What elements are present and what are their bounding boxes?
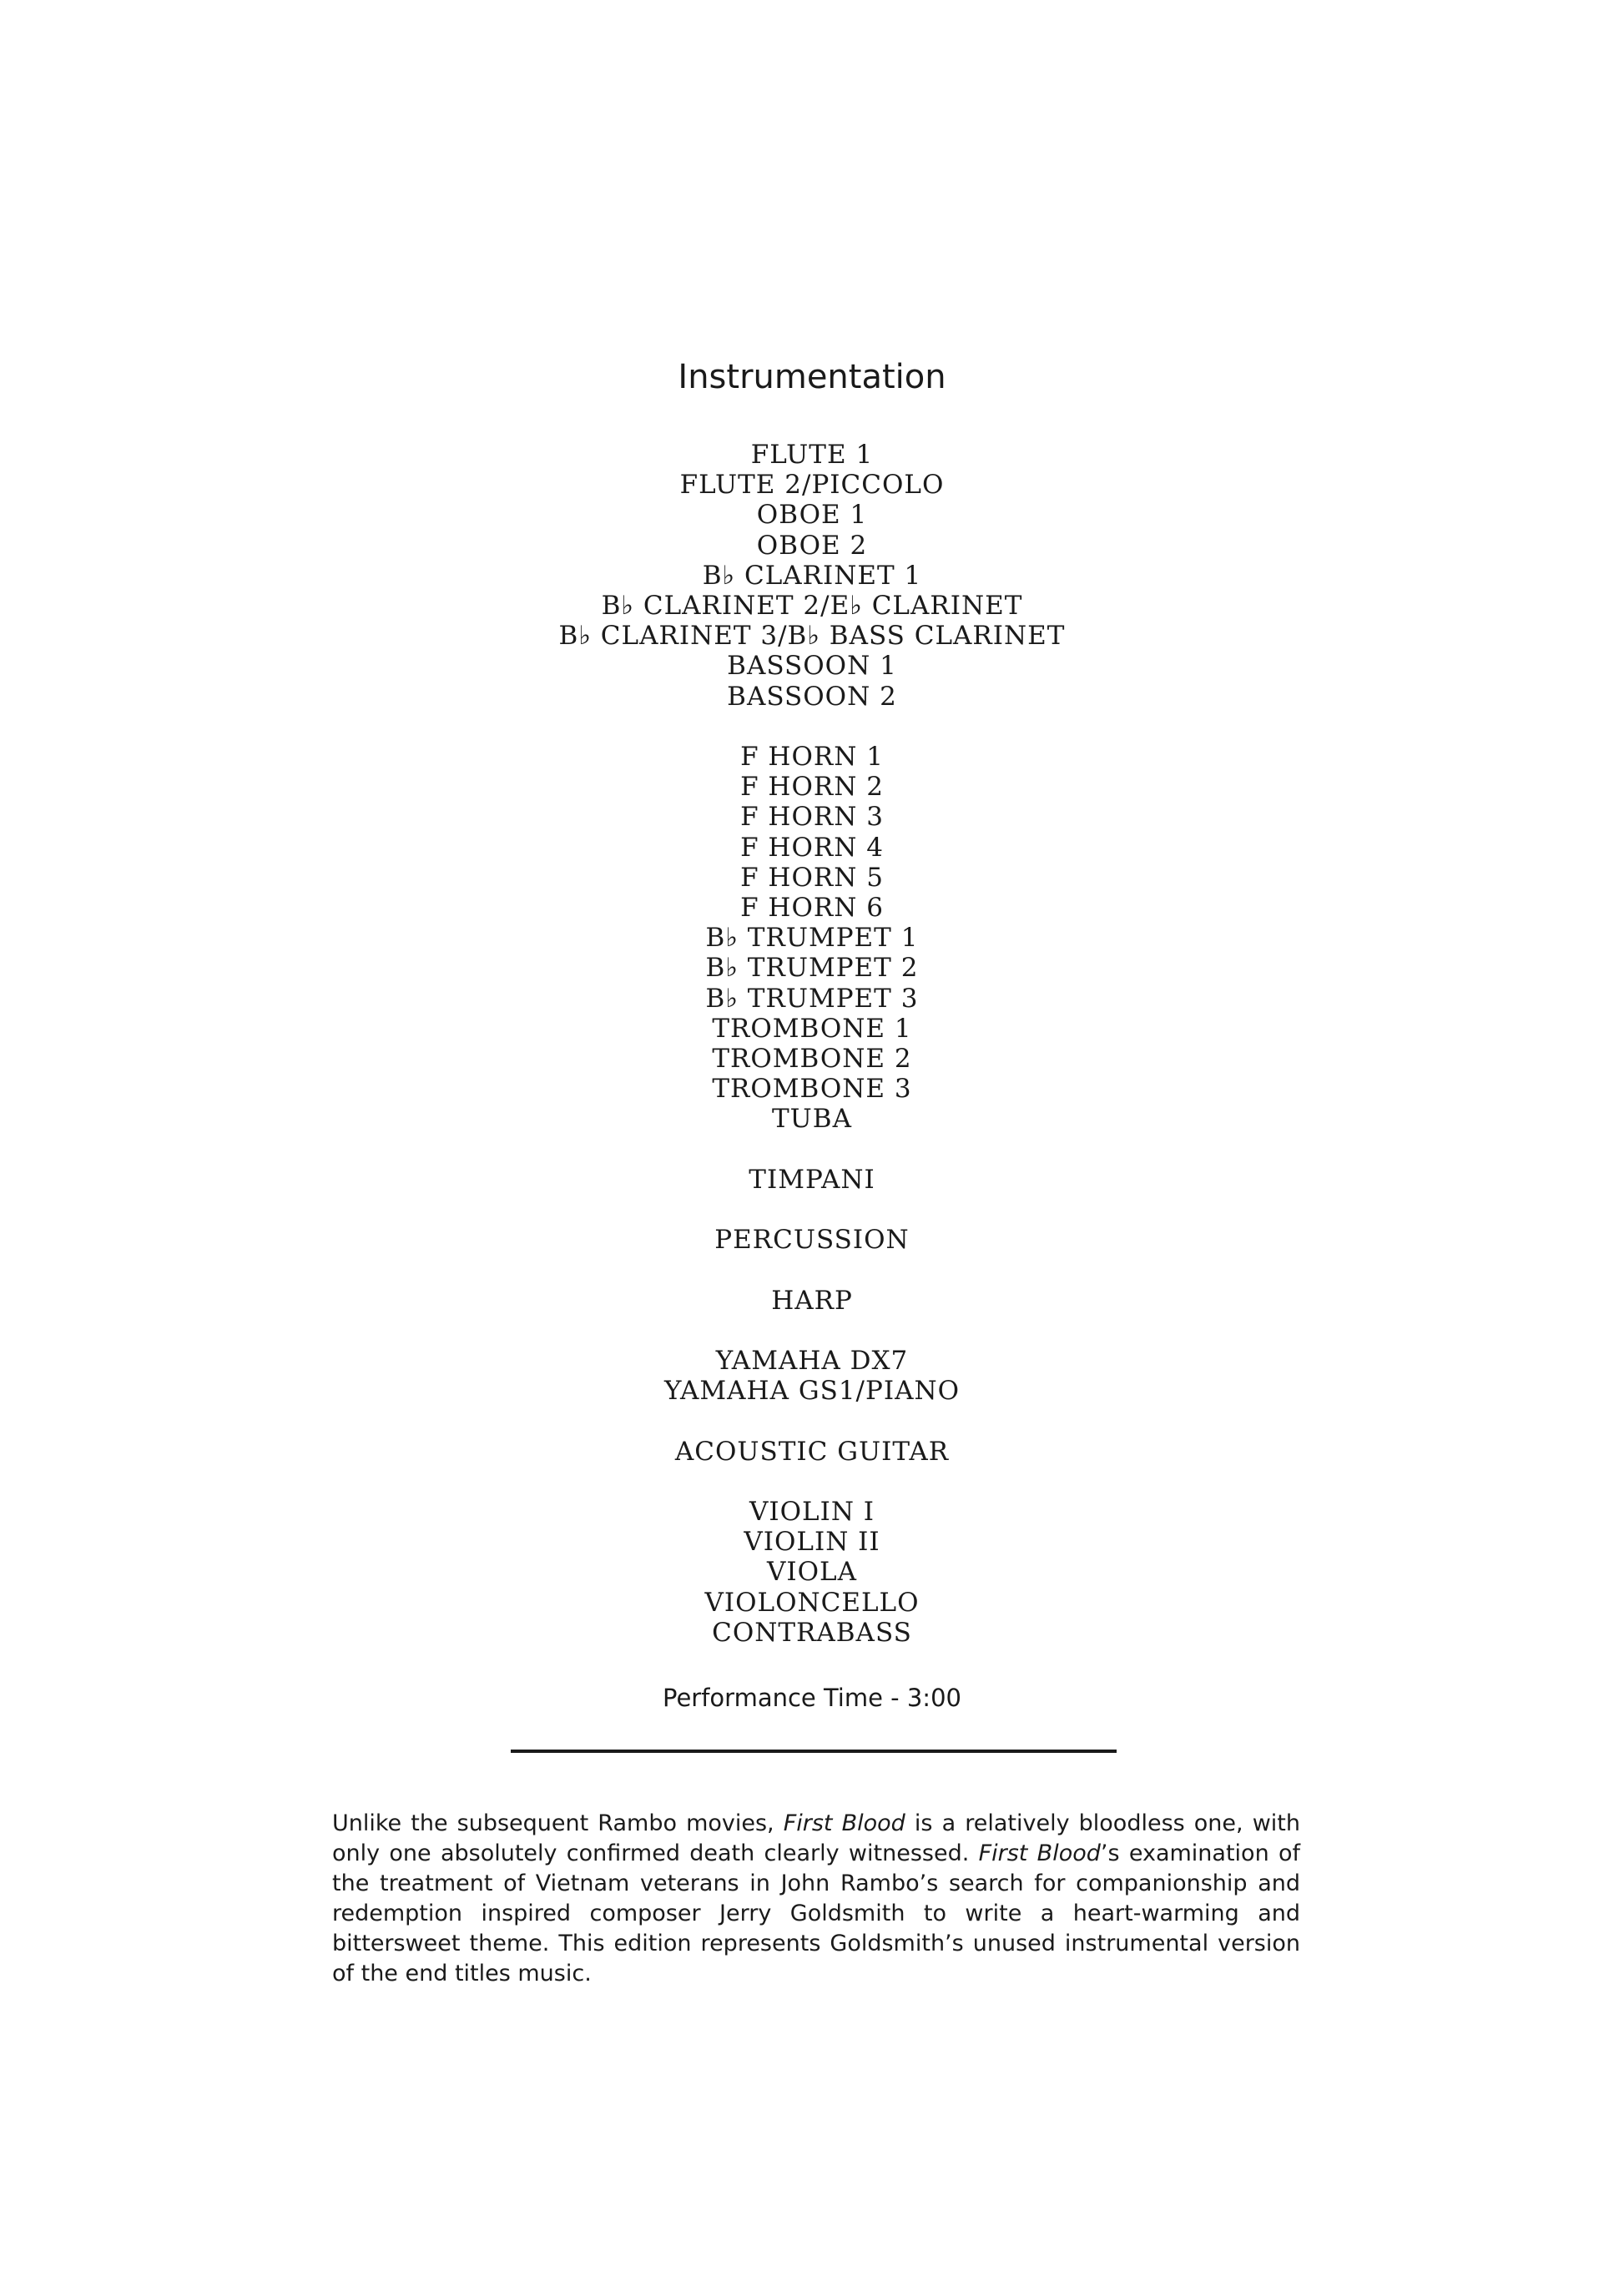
instrument-item: BASSOON 1 [727, 651, 897, 682]
instrument-item: B♭ CLARINET 2/E♭ CLARINET [601, 591, 1023, 622]
instrument-item: F HORN 6 [740, 893, 884, 924]
instrument-item: ACOUSTIC GUITAR [674, 1436, 950, 1467]
instrument-item: BASSOON 2 [727, 681, 897, 712]
instrument-group [0, 1437, 1624, 1467]
instrument-item: F HORN 5 [740, 862, 884, 893]
instrument-item: VIOLIN I [749, 1497, 875, 1527]
instrument-item: F HORN 4 [740, 832, 884, 863]
notes-film-title: First Blood [978, 1840, 1101, 1866]
instrument-group [0, 1497, 1624, 1648]
instrument-item: YAMAHA DX7 [715, 1346, 909, 1377]
instrument-item: TROMBONE 2 [712, 1044, 912, 1075]
notes-text: is a relatively bloodless one, with only one absolutely confirmed death clearly witnessed. [332, 1810, 1300, 1866]
instrument-item: VIOLA [766, 1557, 858, 1588]
instrument-item: TROMBONE 1 [712, 1013, 912, 1044]
notes-text: Unlike the subsequent Rambo movies, [332, 1810, 784, 1836]
instrument-item: FLUTE 2/PICCOLO [679, 470, 945, 501]
instrument-list [0, 440, 1624, 1678]
instrument-item: YAMAHA GS1/PIANO [663, 1376, 961, 1407]
divider-rule [511, 1750, 1117, 1753]
page-title: Instrumentation [678, 358, 946, 396]
instrument-group [0, 1286, 1624, 1316]
instrument-item: OBOE 2 [756, 530, 868, 561]
instrument-item: F HORN 2 [740, 772, 884, 803]
instrument-item: B♭ CLARINET 1 [702, 560, 922, 591]
instrument-item: B♭ TRUMPET 1 [705, 923, 919, 954]
instrument-item: B♭ CLARINET 3/B♭ BASS CLARINET [558, 621, 1066, 652]
instrument-item: VIOLONCELLO [704, 1587, 920, 1618]
instrument-item: F HORN 3 [740, 802, 884, 833]
instrument-group [0, 1165, 1624, 1195]
notes-text: ’s examination of the treatment of Vietnam veterans in John Rambo’s search for companionship and redemption inspired composer Jerry Goldsmith to write a heart-warming and bittersweet theme. This edition represents Goldsmith’s unused instrumental version of the end titles music. [332, 1840, 1300, 1986]
instrument-item: CONTRABASS [712, 1617, 912, 1648]
instrument-item: TIMPANI [749, 1164, 875, 1195]
instrument-item: B♭ TRUMPET 2 [705, 953, 919, 984]
instrument-item: HARP [771, 1285, 853, 1316]
instrument-item: FLUTE 1 [750, 440, 874, 470]
instrument-group [0, 440, 1624, 712]
instrument-item: VIOLIN II [744, 1527, 880, 1558]
instrument-group [0, 742, 1624, 1135]
notes-film-title: First Blood [783, 1810, 905, 1836]
instrument-item: PERCUSSION [714, 1225, 910, 1256]
instrument-group [0, 1225, 1624, 1255]
instrument-item: F HORN 1 [740, 742, 884, 773]
instrument-item: TUBA [772, 1104, 852, 1135]
program-notes [332, 1809, 1300, 1989]
instrument-item: B♭ TRUMPET 3 [705, 983, 919, 1014]
instrument-item: OBOE 1 [756, 500, 868, 531]
instrument-group [0, 1346, 1624, 1406]
instrument-item: TROMBONE 3 [712, 1074, 912, 1105]
performance-time: Performance Time - 3:00 [663, 1684, 961, 1712]
